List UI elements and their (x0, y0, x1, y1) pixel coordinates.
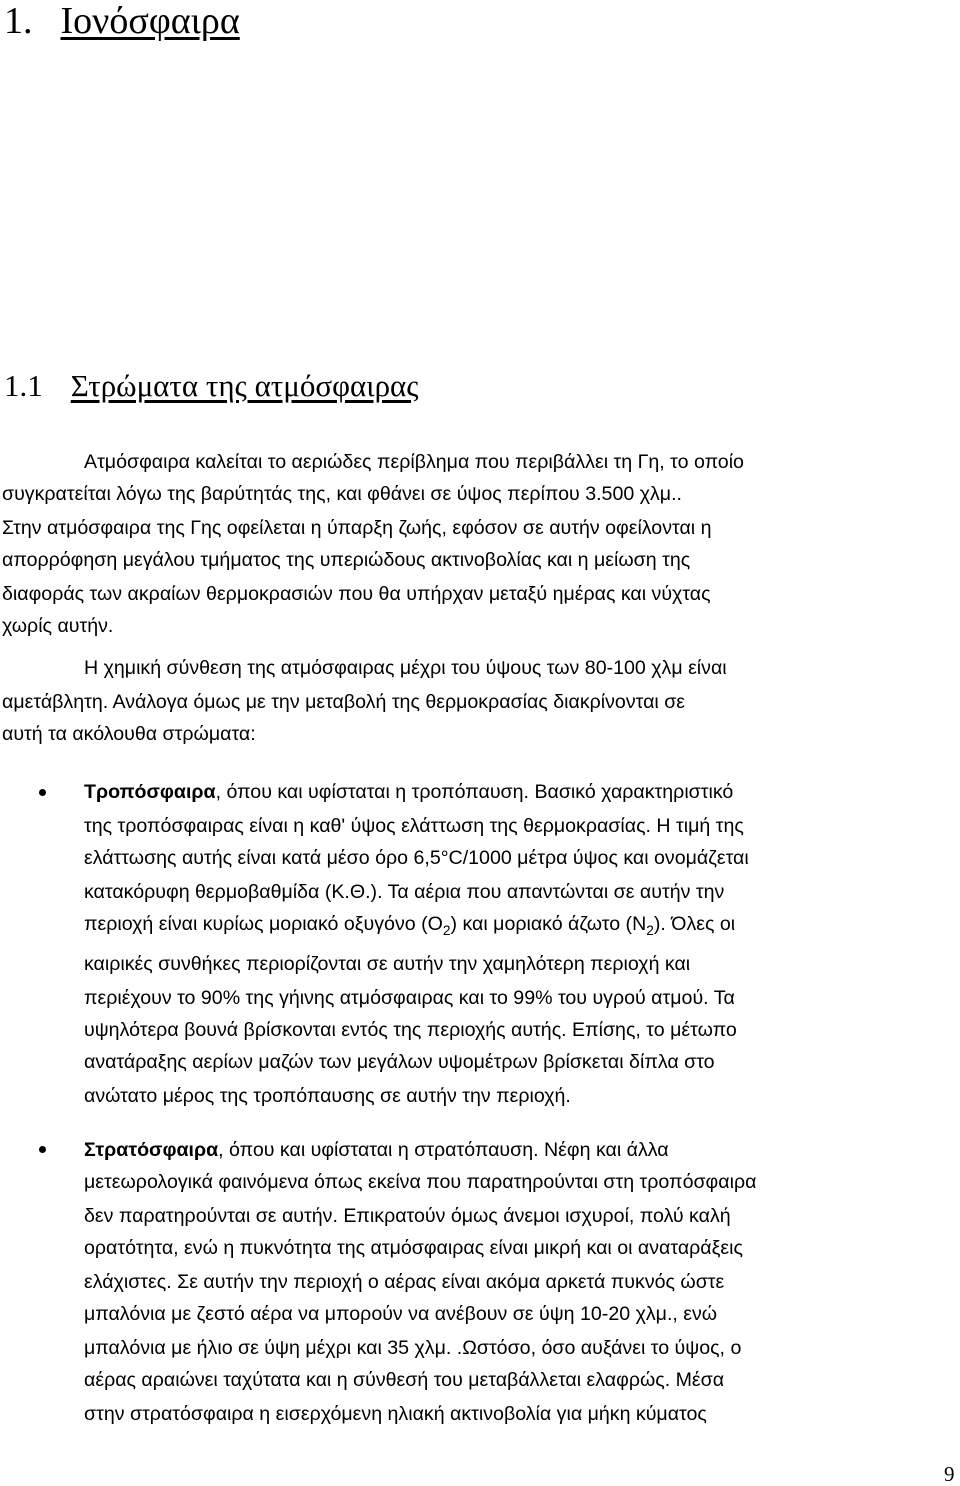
text-line: αυτή τα ακόλουθα στρώματα: (2, 723, 256, 745)
text-line: Τροπόσφαιρα, όπου και υφίσταται η τροπόπαυση. Βασικό χαρακτηριστικό (84, 781, 734, 803)
term-stratosphere: Στρατόσφαιρα (84, 1139, 219, 1161)
text-line: Η χημική σύνθεση της ατμόσφαιρας μέχρι του ύψους των 80-100 χλμ είναι (84, 657, 727, 679)
text-line: υψηλότερα βουνά βρίσκονται εντός της περιοχής αυτής. Επίσης, το μέτωπο (84, 1019, 737, 1041)
text-line: συγκρατείται λόγω της βαρύτητάς της, και φθάνει σε ύψος περίπου 3.500 χλμ.. (2, 483, 682, 505)
text-line: διαφοράς των ακραίων θερμοκρασιών που θα υπήρχαν μεταξύ ημέρας και νύχτας (2, 583, 711, 605)
text-line: Στην ατμόσφαιρα της Γης οφείλεται η ύπαρξη ζωής, εφόσον σε αυτήν οφείλονται η (2, 517, 712, 539)
section-number: 1.1 (4, 368, 43, 403)
text-line: ελάχιστες. Σε αυτήν την περιοχή ο αέρας είναι ακόμα αρκετά πυκνός ώστε (84, 1271, 725, 1293)
text-line: Ατμόσφαιρα καλείται το αεριώδες περίβλημα που περιβάλλει τη Γη, το οποίο (84, 451, 744, 473)
chapter-number: 1. (4, 0, 33, 42)
text-line: περιέχουν το 90% της γήινης ατμόσφαιρας και το 99% του υγρού ατμού. Τα (84, 987, 735, 1009)
text-line: κατακόρυφη θερμοβαθμίδα (Κ.Θ.). Τα αέρια που απαντώνται σε αυτήν την (84, 881, 725, 903)
bullet-icon (39, 789, 46, 796)
text-line: Στρατόσφαιρα, όπου και υφίσταται η στρατόπαυση. Νέφη και άλλα (84, 1139, 669, 1161)
page-number: 9 (944, 1462, 955, 1486)
text-line: ελάττωσης αυτής είναι κατά μέσο όρο 6,5°C/1000 μέτρα ύψος και ονομάζεται (84, 847, 749, 869)
text-line: ανατάραξης αερίων μαζών των μεγάλων υψομέτρων βρίσκεται δίπλα στο (84, 1051, 715, 1073)
text-line: δεν παρατηρούνται σε αυτήν. Επικρατούν όμως άνεμοι ισχυροί, πολύ καλή (84, 1205, 731, 1227)
term-troposphere: Τροπόσφαιρα (84, 781, 216, 803)
text-line: περιοχή είναι κυρίως μοριακό οξυγόνο $(O_2)$ και μοριακό άζωτο $(N_2)$. Όλες οι (84, 913, 736, 938)
section-title: Στρώματα της ατμόσφαιρας (70, 368, 419, 403)
subscript: 2 (646, 923, 654, 938)
text-line: στην στρατόσφαιρα η εισερχόμενη ηλιακή ακτινοβολία για μήκη κύματος (84, 1403, 707, 1425)
chapter-heading (4, 0, 240, 44)
text-line: αέρας αραιώνει ταχύτατα και η σύνθεσή του μεταβάλλεται ελαφρώς. Μέσα (84, 1369, 725, 1391)
text-line: καιρικές συνθήκες περιορίζονται σε αυτήν την χαμηλότερη περιοχή και (84, 953, 691, 975)
text-line: μπαλόνια με ήλιο σε ύψη μέχρι και 35 χλμ. .Ωστόσο, όσο αυξάνει το ύψος, ο (84, 1337, 742, 1359)
text-line: της τροπόσφαιρας είναι η καθ' ύψος ελάττωση της θερμοκρασίας. Η τιμή της (84, 815, 744, 837)
text-line: μετεωρολογικά φαινόμενα όπως εκείνα που παρατηρούνται στη τροπόσφαιρα (84, 1171, 757, 1193)
bullet-icon (39, 1146, 46, 1153)
text-line: απορρόφηση μεγάλου τμήματος της υπεριώδους ακτινοβολίας και η μείωση της (2, 549, 691, 571)
text-line: χωρίς αυτήν. (2, 615, 114, 637)
chapter-title: Ιονόσφαιρα (60, 0, 240, 42)
text-line: ορατότητα, ενώ η πυκνότητα της ατμόσφαιρας είναι μικρή και οι αναταράξεις (84, 1237, 743, 1259)
subscript: 2 (442, 923, 451, 938)
text-line: αμετάβλητη. Ανάλογα όμως με την μεταβολή της θερμοκρασίας διακρίνονται σε (2, 691, 686, 713)
text-line: ανώτατο μέρος της τροπόπαυσης σε αυτήν την περιοχή. (84, 1085, 571, 1107)
section-heading (4, 366, 419, 406)
text-line: μπαλόνια με ζεστό αέρα να μπορούν να ανέβουν σε ύψη 10-20 χλμ., ενώ (84, 1303, 718, 1325)
